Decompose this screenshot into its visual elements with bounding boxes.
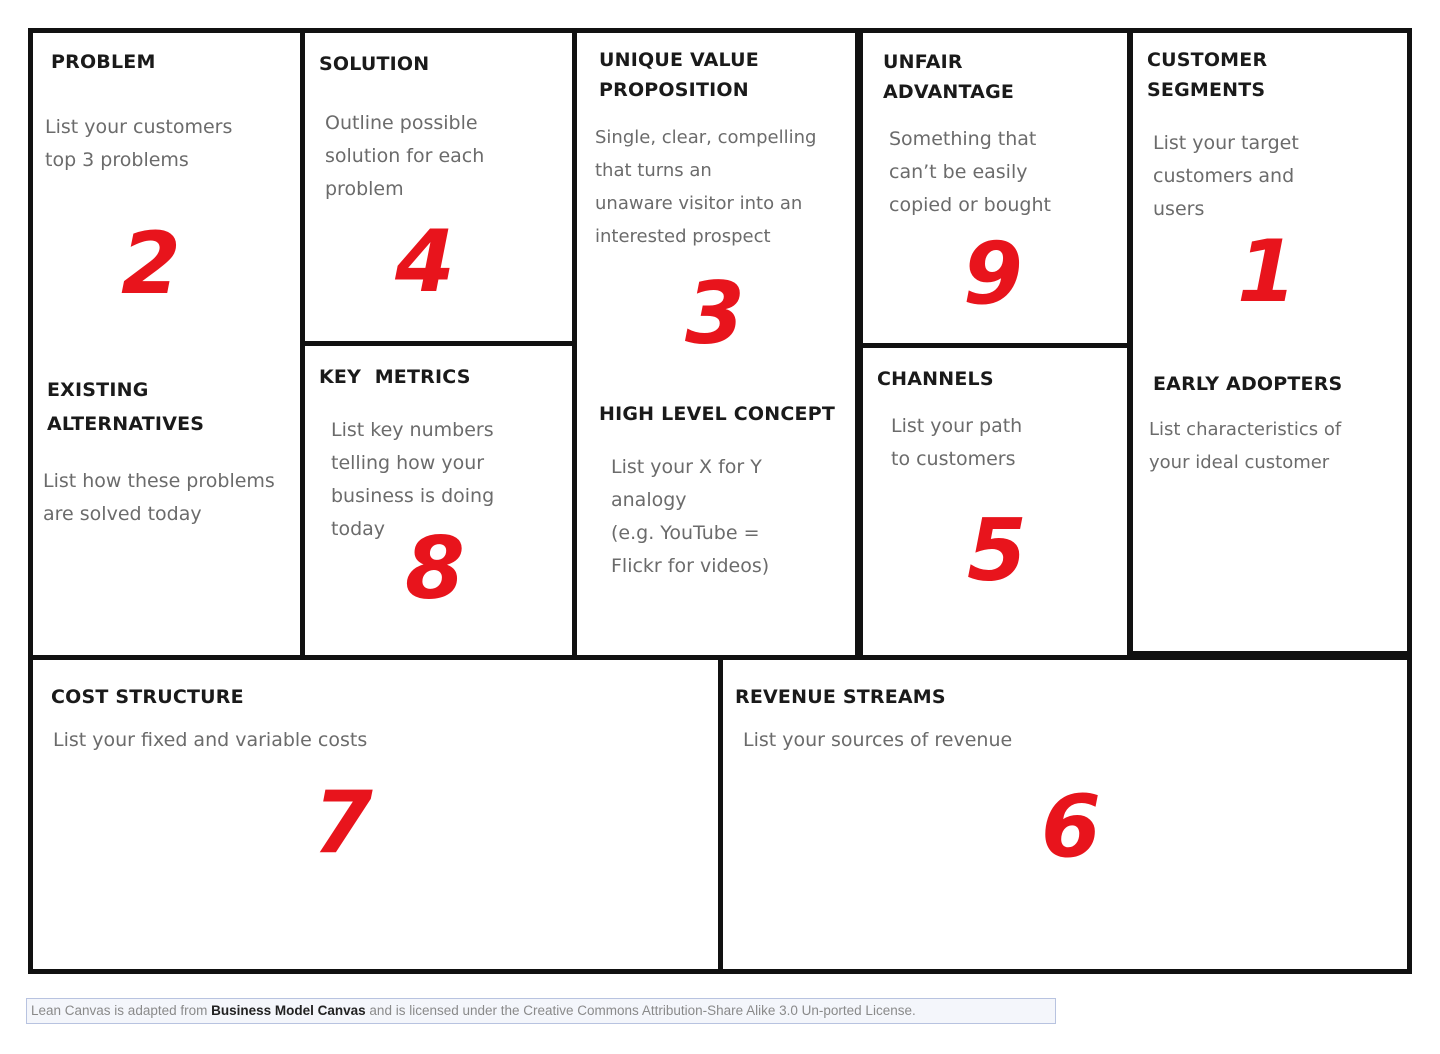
business-model-canvas-link[interactable]: Business Model Canvas [211, 1003, 366, 1018]
early-adopters-description: List characteristics of your ideal customer [1149, 419, 1342, 473]
unfair-advantage-step-number: 9 [963, 224, 1023, 324]
cost-structure-step-number: 7 [313, 773, 373, 873]
existing-alternatives-description: List how these problems are solved today [43, 470, 275, 525]
footer-text-start: Lean Canvas is adapted from [31, 1003, 212, 1018]
license-footer [26, 998, 1056, 1024]
key-metrics-description: List key numbers telling how your business is doing today [331, 419, 495, 540]
solution-description: Outline possible solution for each problem [325, 112, 485, 200]
high-level-concept-description: List your X for Y analogy (e.g. YouTube = Flickr for videos) [611, 456, 770, 577]
existing-alternatives-title: EXISTING ALTERNATIVES [47, 379, 205, 435]
customer-segments-step-number: 1 [1237, 222, 1297, 322]
solution-block [300, 28, 577, 346]
key-metrics-step-number: 8 [405, 519, 465, 619]
channels-title: CHANNELS [877, 368, 994, 390]
lean-canvas [28, 28, 1412, 974]
key-metrics-block [300, 341, 577, 660]
unfair-advantage-title: UNFAIR ADVANTAGE [883, 51, 1015, 103]
unfair-advantage-block [858, 28, 1132, 348]
revenue-streams-title: REVENUE STREAMS [735, 686, 946, 708]
revenue-streams-block [718, 655, 1412, 974]
high-level-concept-title: HIGH LEVEL CONCEPT [599, 403, 835, 425]
customer-segments-title: CUSTOMER SEGMENTS [1147, 49, 1268, 101]
problem-block [28, 28, 305, 660]
footer-text-end: and is licensed under the Creative Commons Attribution-Share Alike 3.0 Un-ported License. [365, 1003, 916, 1018]
revenue-streams-description: List your sources of revenue [743, 729, 1013, 751]
revenue-streams-step-number: 6 [1041, 777, 1101, 877]
unique-value-proposition-title: UNIQUE VALUE PROPOSITION [599, 49, 759, 101]
problem-description: List your customers top 3 problems [45, 116, 233, 171]
unfair-advantage-description: Something that can’t be easily copied or bought [889, 128, 1051, 216]
cost-structure-description: List your fixed and variable costs [53, 729, 368, 751]
customer-segments-block [1128, 28, 1412, 656]
cost-structure-title: COST STRUCTURE [51, 686, 244, 708]
early-adopters-title: EARLY ADOPTERS [1153, 373, 1343, 395]
unique-value-proposition-block [572, 28, 860, 660]
channels-block [858, 343, 1132, 660]
solution-step-number: 4 [395, 212, 455, 312]
cost-structure-block [28, 655, 723, 974]
unique-value-proposition-step-number: 3 [685, 264, 745, 364]
key-metrics-title: KEY METRICS [319, 366, 471, 388]
problem-step-number: 2 [121, 214, 181, 314]
customer-segments-description: List your target customers and users [1153, 132, 1299, 220]
unique-value-proposition-description: Single, clear, compelling that turns an unaware visitor into an interested prospect [595, 127, 817, 247]
problem-title: PROBLEM [51, 51, 156, 73]
solution-title: SOLUTION [319, 53, 430, 75]
channels-description: List your path to customers [891, 415, 1023, 470]
channels-step-number: 5 [967, 501, 1027, 601]
